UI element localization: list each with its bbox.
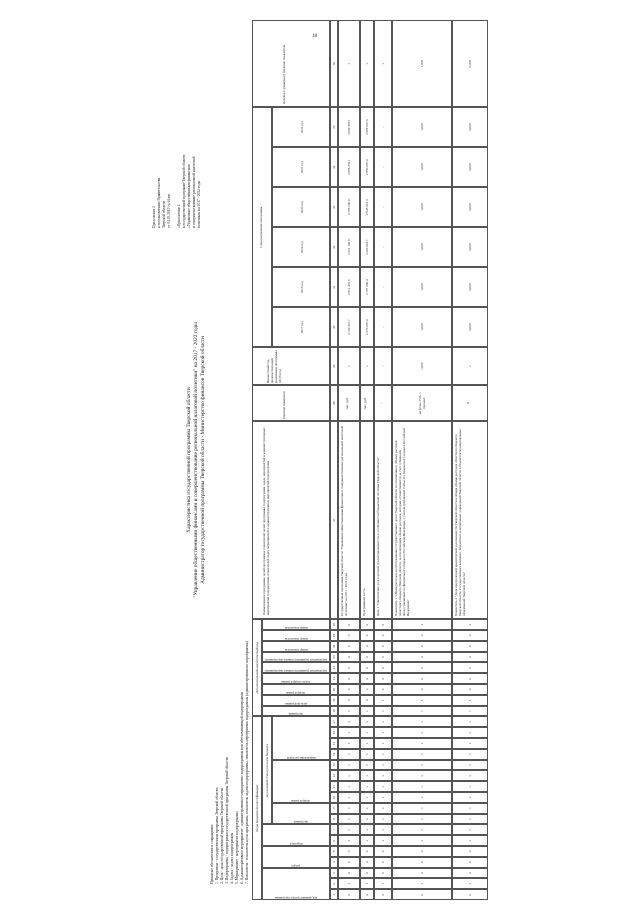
row-name: Государственная программа Тверской области "Управление общественными финансами и совершенствование региональной налоговой политики" на 2017 - 2022 годы xyxy=(340,425,348,617)
year-value: 1,000 xyxy=(420,203,424,211)
header-section-label: раздел xyxy=(291,863,301,868)
code-value: х xyxy=(420,785,424,788)
code-value: х xyxy=(381,839,385,842)
column-number: 19 xyxy=(332,698,336,702)
code-value: 0 xyxy=(468,656,472,658)
year-value: - xyxy=(381,246,385,248)
row-name: Цель 1 "Обеспечение долгосрочной сбалансированности и устойчивости бюджетной системы Тверской области" xyxy=(376,457,380,617)
column-number: 32 xyxy=(332,245,336,249)
code-value: 0 xyxy=(468,893,472,896)
code-value: 0 xyxy=(420,872,424,874)
code-value: 0 xyxy=(381,688,385,691)
year-value: 2 720 347,7 xyxy=(347,319,351,336)
code-value: х xyxy=(468,818,472,820)
code-value: х xyxy=(347,764,351,766)
column-number: 5 xyxy=(332,850,336,853)
year-value: 3 351 106,8 xyxy=(347,239,351,256)
code-value: х xyxy=(468,828,472,831)
code-value: х xyxy=(365,839,369,842)
code-value: 0 xyxy=(468,666,472,669)
year-value: 0,000 xyxy=(468,243,472,251)
appendix-line: к государственной программе Тверской области xyxy=(182,154,186,228)
code-value: 0 xyxy=(420,861,424,864)
column-number: 33 xyxy=(332,205,336,209)
code-value: 0 xyxy=(381,850,385,853)
year-value: 1,000 xyxy=(420,163,424,171)
code-value: 0 xyxy=(468,645,472,648)
code-value: х xyxy=(347,807,351,810)
code-value: х xyxy=(420,720,424,723)
row-target: 0,000 xyxy=(468,59,472,68)
code-value: 1 xyxy=(420,623,424,626)
code-value: 1 xyxy=(420,882,424,885)
code-value: 0 xyxy=(468,861,472,864)
appendix-line: Приложение 1 xyxy=(152,206,156,228)
header-analytic-col-label: мероприятие (административное мероприятие) xyxy=(264,669,328,674)
year-value: - xyxy=(381,126,385,128)
code-value: х xyxy=(347,720,351,723)
code-value: х xyxy=(468,796,472,799)
column-number: 29 xyxy=(332,364,336,368)
code-value: х xyxy=(365,818,369,820)
code-value: х xyxy=(365,731,369,734)
column-number: 17 xyxy=(332,720,336,724)
code-value: х xyxy=(365,785,369,788)
column-number: 12 xyxy=(332,774,336,778)
year-value: 0,000 xyxy=(468,203,472,211)
code-value: х xyxy=(420,753,424,756)
header-analytic-code-label: Дополнительный аналитический код xyxy=(255,641,259,694)
code-value: 0 xyxy=(365,850,369,853)
code-value: 1 xyxy=(468,699,472,702)
code-value: х xyxy=(468,753,472,756)
code-value: х xyxy=(381,764,385,766)
code-value: 1 xyxy=(347,882,351,885)
year-value: 0,000 xyxy=(468,323,472,331)
code-value: 1 xyxy=(420,710,424,712)
header-subprogram-code-label: подпрограмма xyxy=(291,798,311,803)
code-value: 0 xyxy=(365,623,369,626)
abbreviation-note: 5. Мероприятие - мероприятие подпрограммы xyxy=(235,811,239,884)
appendix-line: «Приложение 1 xyxy=(177,204,181,228)
row-base: 1,000 xyxy=(420,362,424,370)
column-number: 21 xyxy=(332,676,336,681)
code-value: 0 xyxy=(347,861,351,864)
header-year-label: 2020 год xyxy=(300,201,304,214)
appendix-line: политики» на 2017 - 2022 годы xyxy=(197,180,201,228)
header-analytic-col-label: программа xyxy=(288,712,304,717)
header-year-label: 2018 год xyxy=(300,281,304,294)
code-value: 1 xyxy=(365,710,369,712)
abbreviation-note: 3. Подпрограмма - подпрограмма государственной программы Тверской области xyxy=(225,757,229,884)
header-years-group-label: Годы реализации программы xyxy=(259,206,263,248)
code-value: 0 xyxy=(365,656,369,658)
row-unit: % xyxy=(466,401,470,405)
row-target: 1,000 xyxy=(420,59,424,68)
abbreviation-note: Принятые обозначения и сокращения: xyxy=(210,823,214,884)
year-value: 2 370 007,0 xyxy=(365,319,369,336)
code-value: 0 xyxy=(347,893,351,896)
code-value: х xyxy=(468,807,472,810)
row-unit: - xyxy=(379,402,383,404)
column-number: 30 xyxy=(332,325,336,329)
administrator-line: Администратор государственной программы Тверской области - Министерство финансов Тверской области xyxy=(200,336,206,584)
code-value: х xyxy=(365,774,369,777)
code-value: 0 xyxy=(420,634,424,637)
code-value: 0 xyxy=(381,623,385,626)
document-title: Характеристика государственной программы Тверской области xyxy=(186,387,192,533)
code-value: х xyxy=(381,742,385,745)
code-value: 0 xyxy=(420,677,424,680)
header-analytic-col-label: мероприятие (административное мероприятие) xyxy=(264,658,328,663)
appendix-line: к постановлению Правительства xyxy=(157,177,161,228)
code-value: 0 xyxy=(381,893,385,896)
code-value: 0 xyxy=(365,645,369,648)
code-value: х xyxy=(381,774,385,777)
header-year-label: 2017 год xyxy=(300,321,304,334)
code-value: 2 xyxy=(468,623,472,626)
appendix-line: Тверской области xyxy=(162,201,166,228)
code-value: х xyxy=(420,796,424,799)
code-value: 0 xyxy=(365,861,369,864)
header-analytic-col-label: подпрограмма xyxy=(286,690,306,695)
year-value: - xyxy=(381,166,385,168)
header-target-article-label: код целевой статьи расходов бюджета xyxy=(265,743,269,797)
code-value: х xyxy=(347,753,351,756)
appendix-line: и совершенствование региональной налоговой xyxy=(192,156,196,228)
code-value: 0 xyxy=(347,656,351,658)
header-year-label: 2021 год xyxy=(300,161,304,174)
code-value: х xyxy=(420,828,424,831)
header-direction-code-label: направление расходов xyxy=(286,755,316,760)
year-value: 2 909 007,6 xyxy=(365,119,369,136)
code-value: х xyxy=(420,774,424,777)
code-value: х xyxy=(468,742,472,745)
column-number: 22 xyxy=(332,666,336,670)
code-value: 0 xyxy=(381,861,385,864)
year-value: 0,000 xyxy=(468,163,472,171)
abbreviation-note: 6. Административное мероприятие - административное мероприятие подпрограммы или обеспечивающей подпрограммы xyxy=(240,691,244,884)
year-value: 1,000 xyxy=(420,123,424,131)
year-value: 3 068 255,1 xyxy=(347,159,351,176)
code-value: 0 xyxy=(468,688,472,691)
row-target: х xyxy=(347,62,351,65)
code-value: х xyxy=(381,807,385,810)
column-number: 4 xyxy=(332,861,336,864)
year-value: 2 945 916,3 xyxy=(365,199,369,216)
code-value: 0 xyxy=(365,666,369,669)
code-value: х xyxy=(365,742,369,745)
code-value: х xyxy=(420,764,424,766)
column-number: 11 xyxy=(332,785,336,789)
column-number: 35 xyxy=(332,125,336,129)
abbreviation-note: 1. Программа - государственная программа Тверской области xyxy=(215,787,219,884)
code-value: х xyxy=(468,774,472,777)
code-value: х xyxy=(365,796,369,799)
code-value: 0 xyxy=(420,645,424,648)
column-number: 3 xyxy=(332,872,336,874)
code-value: х xyxy=(365,764,369,766)
row-target: х xyxy=(381,62,385,65)
code-value: х xyxy=(468,720,472,723)
code-value: х xyxy=(365,753,369,756)
abbreviation-note: 4. Задача - задача подпрограммы xyxy=(230,832,234,884)
code-value: х xyxy=(365,807,369,810)
header-base-year-label: Финансовый год, предшествующий реализации программы (2016) год xyxy=(266,350,282,384)
header-unit-label: Единица измерения xyxy=(282,391,286,420)
code-value: 1 xyxy=(365,882,369,885)
code-value: х xyxy=(420,731,424,734)
code-value: 0 xyxy=(347,699,351,702)
year-value: 3 200 818,7 xyxy=(365,239,369,256)
code-value: 0 xyxy=(420,850,424,853)
code-value: 0 xyxy=(420,893,424,896)
code-value: х xyxy=(347,828,351,831)
header-name-label: Наименование программы, целей программы, показателей целей программы, подпрограмм, задач, мероприятий и административных мероприятий подпрограмм, показателей задач, мероприятий и административных мероприятий подпрограмм xyxy=(262,427,270,616)
row-name: Программная часть xyxy=(362,588,366,617)
code-value: 0 xyxy=(347,850,351,853)
code-value: 0 xyxy=(347,688,351,691)
code-value: х xyxy=(381,731,385,734)
code-value: х xyxy=(365,720,369,723)
year-value: 2 911 419,6 xyxy=(347,279,351,295)
year-value: - xyxy=(381,326,385,328)
code-value: х xyxy=(381,818,385,820)
code-value: 0 xyxy=(347,872,351,874)
year-value: 0,000 xyxy=(468,283,472,291)
code-value: 1 xyxy=(381,699,385,702)
code-value: 0 xyxy=(365,688,369,691)
year-value: 3 099 393,1 xyxy=(347,119,351,136)
code-value: 0 xyxy=(468,872,472,874)
row-base: х xyxy=(365,365,369,368)
code-value: 0 xyxy=(365,893,369,896)
code-value: х xyxy=(381,828,385,831)
code-value: х xyxy=(347,731,351,734)
rotated-landscape-sheet xyxy=(148,20,498,900)
header-year-label: 2019 год xyxy=(300,241,304,254)
code-value: 0 xyxy=(347,623,351,626)
column-number: 23 xyxy=(332,655,336,659)
code-value: 0 xyxy=(347,634,351,637)
code-value: х xyxy=(420,742,424,745)
code-value: 0 xyxy=(381,872,385,874)
abbreviation-note: 7. Показатель - показатель цели программы, показатель задачи подпрограммы, показатель мероприятия подпрограммы (административного мероприятия) xyxy=(245,641,249,884)
appendix-line: «Управление общественными финансами xyxy=(187,164,191,228)
row-unit: тыс. руб. xyxy=(363,396,367,410)
code-value: х xyxy=(347,785,351,788)
header-analytic-col-label: цель программы xyxy=(285,701,307,706)
code-value: 0 xyxy=(468,677,472,680)
code-value: 0 xyxy=(347,666,351,669)
code-value: х xyxy=(420,807,424,810)
code-value: 0 xyxy=(420,666,424,669)
column-number: 2 xyxy=(332,882,336,885)
column-number: 9 xyxy=(332,807,336,810)
row-unit: не более 15%, 1 процент xyxy=(418,392,426,415)
code-value: 0 xyxy=(347,677,351,680)
page-number: 18 xyxy=(312,34,317,39)
header-year-label: 2022 год xyxy=(300,121,304,134)
row-base: х xyxy=(468,365,472,368)
year-value: 3 796 200,8 xyxy=(347,199,351,216)
column-number: 8 xyxy=(332,818,336,820)
header-target-label: Целевое (суммарное) значение показателя xyxy=(282,45,286,105)
code-value: х xyxy=(381,796,385,799)
code-value: 1 xyxy=(381,710,385,712)
column-number: 7 xyxy=(332,828,336,831)
header-budget-codes-label: Коды бюджетной классификации xyxy=(255,784,259,832)
code-value: 0 xyxy=(381,645,385,648)
column-number: 36 xyxy=(332,61,336,66)
code-value: х xyxy=(381,785,385,788)
row-target: х xyxy=(365,62,369,65)
code-value: х xyxy=(347,742,351,745)
code-value: х xyxy=(347,818,351,820)
year-value: 2 787 000,4 xyxy=(365,279,369,296)
code-value: 0 xyxy=(365,634,369,637)
code-value: 0 xyxy=(365,677,369,680)
code-value: х xyxy=(365,828,369,831)
column-number: 28 xyxy=(332,401,336,405)
appendix-line: от 04.03.2019 № 64-пп xyxy=(167,193,171,228)
abbreviation-note: 2. Цель - цель государственной программы Тверской области xyxy=(220,787,224,884)
code-value: х xyxy=(468,785,472,788)
code-value: х xyxy=(347,796,351,799)
column-number: 27 xyxy=(332,518,336,522)
code-value: х xyxy=(468,839,472,842)
code-value: 1 xyxy=(468,882,472,885)
year-value: - xyxy=(381,206,385,208)
column-number: 15 xyxy=(332,741,336,746)
row-name: Показатель 1 "Объем расходов на обслуживание государственного долга Тверской области по отношению к объему расходов областного бюджета Тверской области, за исключением объема расходов, которые осуществляются за счет субвенций, предоставляемых из федерального бюджета Российской Федерации, с учетом требований статьи 111 Бюджетного кодекса Российской Федерации" xyxy=(394,428,410,617)
header-analytic-col-label: номер показателя xyxy=(284,636,308,641)
code-value: 0 xyxy=(347,645,351,648)
column-number: 16 xyxy=(332,730,336,735)
code-value: 0 xyxy=(468,850,472,853)
column-number: 1 xyxy=(332,893,336,896)
header-analytic-col-label: номер показателя xyxy=(284,626,308,630)
code-value: 1 xyxy=(420,699,424,702)
row-unit: тыс. руб. xyxy=(345,396,349,410)
code-value: 0 xyxy=(365,872,369,874)
code-value: 0 xyxy=(381,666,385,669)
column-number: 20 xyxy=(332,687,336,692)
column-number: 18 xyxy=(332,709,336,713)
code-value: 0 xyxy=(381,677,385,680)
header-analytic-col-label: задача подпрограммы xyxy=(281,680,311,684)
code-value: х xyxy=(347,774,351,777)
code-value: х xyxy=(381,753,385,756)
code-value: х xyxy=(420,839,424,842)
year-value: 1,000 xyxy=(420,243,424,251)
code-value: 0 xyxy=(420,688,424,691)
code-value: 0 xyxy=(365,699,369,702)
column-number: 24 xyxy=(332,644,336,648)
program-title: "Управление общественными финансами и совершенствование региональной налоговой политики" на 2017 - 2022 годы xyxy=(193,322,199,598)
code-value: 0 xyxy=(420,656,424,658)
column-number: 14 xyxy=(332,752,336,756)
code-value: 0 xyxy=(381,656,385,658)
column-number: 10 xyxy=(332,795,336,800)
header-analytic-col-label: номер показателя xyxy=(284,647,308,652)
year-value: 0,000 xyxy=(468,123,472,131)
code-value: х xyxy=(420,818,424,820)
code-value: х xyxy=(381,720,385,723)
column-number: 31 xyxy=(332,285,336,289)
column-number: 34 xyxy=(332,165,336,169)
code-value: 1 xyxy=(381,882,385,885)
header-subsection-label: подраздел xyxy=(289,842,303,846)
column-number: 25 xyxy=(332,633,336,638)
column-number: 13 xyxy=(332,763,336,767)
row-name: Показатель 2 "Доля просроченной кредиторской задолженности Тверской области в общем объеме расходов областного бюджета Тверской области, государственных казенных, бюджетных и автономных учреждений Тверской области и бюджетов муниципальных образований Тверской области" xyxy=(454,428,466,617)
row-base: х xyxy=(347,365,351,368)
column-number: 26 xyxy=(332,622,336,627)
header-program-code-label: программа xyxy=(293,820,309,825)
code-value: 0 xyxy=(468,634,472,637)
header-admin-code-label: код администратора программы xyxy=(274,896,318,900)
code-value: х xyxy=(468,764,472,766)
code-value: 1 xyxy=(347,710,351,712)
year-value: 1,000 xyxy=(420,323,424,331)
year-value: 2 950 007,0 xyxy=(365,159,369,176)
program-characteristics-table xyxy=(252,20,492,900)
row-base: - xyxy=(381,365,385,367)
column-number: 6 xyxy=(332,839,336,842)
code-value: х xyxy=(347,839,351,842)
code-value: 0 xyxy=(381,634,385,637)
year-value: 1,000 xyxy=(420,283,424,291)
year-value: - xyxy=(381,286,385,288)
code-value: 1 xyxy=(468,710,472,712)
code-value: х xyxy=(468,731,472,734)
